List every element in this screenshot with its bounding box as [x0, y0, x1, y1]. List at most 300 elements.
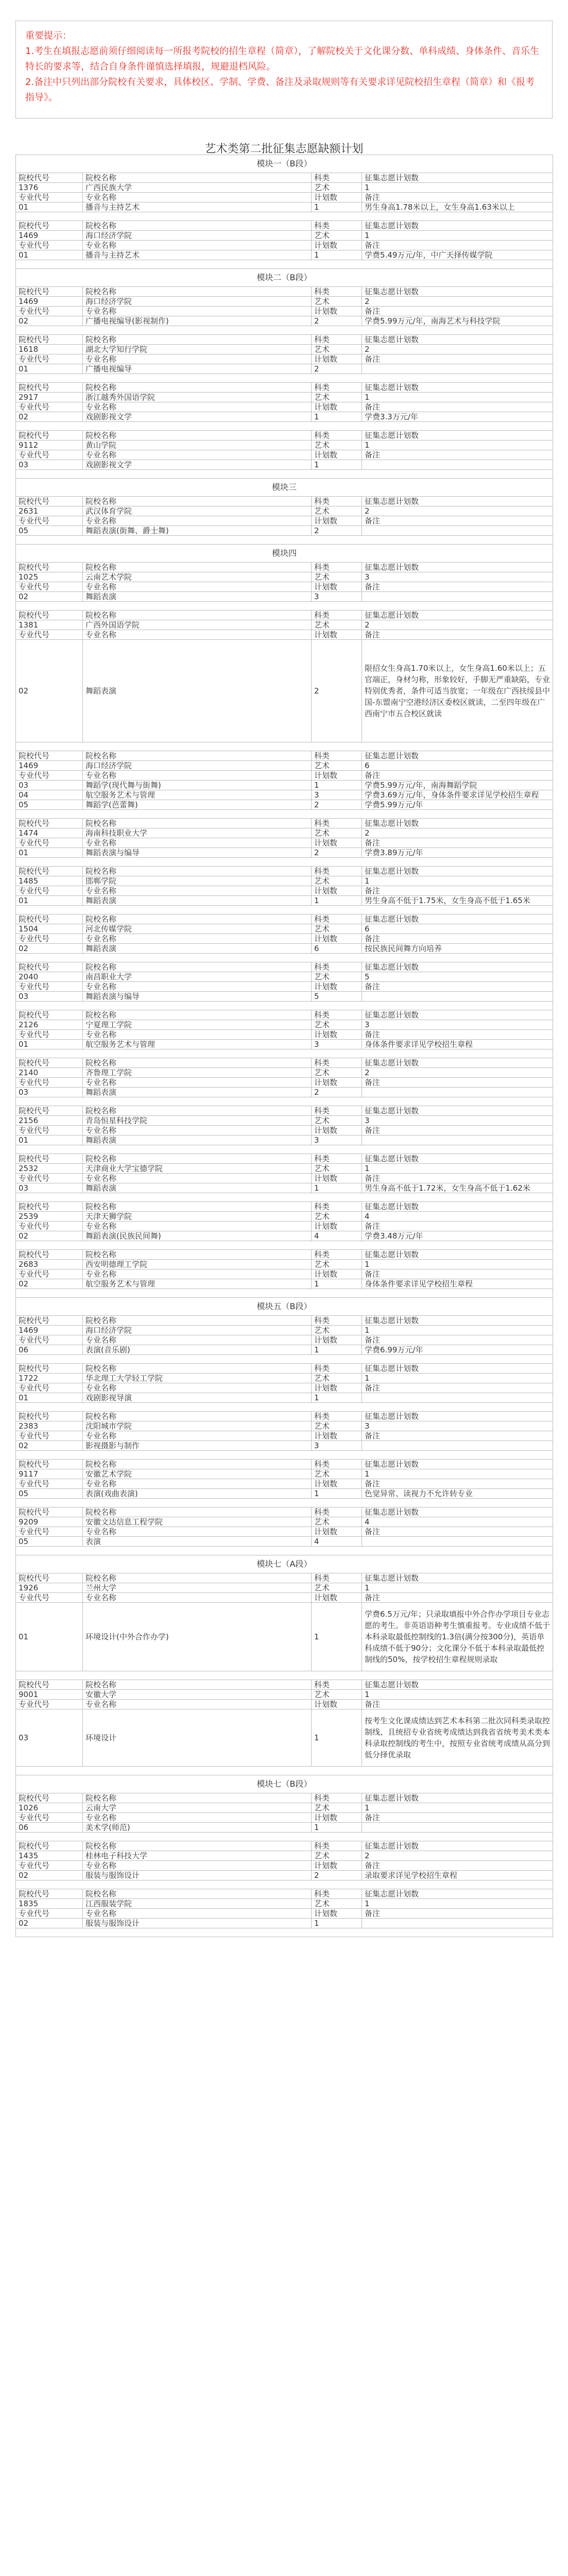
spacer-cell — [16, 954, 553, 962]
school-name: 南昌职业大学 — [83, 972, 312, 982]
school-count: 1 — [362, 393, 553, 402]
school-count: 6 — [362, 761, 553, 771]
col-type-header: 科类 — [312, 173, 362, 183]
school-count: 1 — [362, 1469, 553, 1479]
major-header-row — [16, 1335, 553, 1345]
spacer-cell — [16, 1002, 553, 1010]
notice-box — [15, 21, 553, 118]
school-code: 9112 — [16, 440, 83, 450]
school-count: 1 — [362, 183, 553, 193]
spacer-row — [16, 1499, 553, 1507]
school-count: 1 — [362, 1326, 553, 1335]
col-type-header: 科类 — [312, 1058, 362, 1068]
school-code: 2040 — [16, 972, 83, 982]
school-header-row — [16, 914, 553, 924]
major-row — [16, 1136, 553, 1145]
major-row — [16, 592, 553, 602]
col-type-header: 科类 — [312, 1680, 362, 1690]
major-code: 01 — [16, 848, 83, 858]
col-major-code-header: 专业代号 — [16, 1479, 83, 1489]
major-code: 02 — [16, 944, 83, 954]
col-count-header: 征集志愿计划数 — [362, 1250, 553, 1260]
col-major-count-header: 计划数 — [312, 1126, 362, 1136]
school-header-row — [16, 1889, 553, 1899]
school-row — [16, 1068, 553, 1078]
col-note-header: 备注 — [362, 1383, 553, 1393]
major-row — [16, 1537, 553, 1547]
school-type: 艺术 — [312, 1517, 362, 1527]
module-title-row — [16, 269, 553, 287]
col-type-header: 科类 — [312, 383, 362, 393]
major-name: 表演 — [83, 1537, 312, 1547]
col-major-name-header: 专业名称 — [83, 838, 312, 848]
school-header-row — [16, 1202, 553, 1212]
school-row — [16, 1260, 553, 1269]
col-code-header: 院校代号 — [16, 383, 83, 393]
school-type: 艺术 — [312, 393, 362, 402]
col-name-header: 院校名称 — [83, 383, 312, 393]
col-major-name-header: 专业名称 — [83, 450, 312, 460]
col-note-header: 备注 — [362, 307, 553, 316]
col-major-code-header: 专业代号 — [16, 1269, 83, 1279]
school-count: 2 — [362, 1851, 553, 1861]
col-name-header: 院校名称 — [83, 819, 312, 828]
module-title: 模块三 — [16, 479, 553, 497]
col-note-header: 备注 — [362, 886, 553, 896]
major-name: 舞蹈表演与编导 — [83, 848, 312, 858]
major-note — [362, 526, 553, 536]
col-major-count-header: 计划数 — [312, 241, 362, 250]
school-type: 艺术 — [312, 620, 362, 630]
school-type: 艺术 — [312, 506, 362, 516]
col-major-code-header: 专业代号 — [16, 450, 83, 460]
col-code-header: 院校代号 — [16, 1010, 83, 1020]
notice-item-2: 2.备注中只列出部分院校有关要求，具体校区、学制、学费、备注及录取规则等有关要求详见院校招生章程（简章）和《报考指导》。 — [25, 77, 535, 103]
col-major-code-header: 专业代号 — [16, 771, 83, 781]
col-name-header: 院校名称 — [83, 1058, 312, 1068]
school-name: 安徽大学 — [83, 1690, 312, 1700]
col-code-header: 院校代号 — [16, 221, 83, 231]
col-code-header: 院校代号 — [16, 751, 83, 761]
major-name: 舞蹈表演 — [83, 1088, 312, 1097]
school-header-row — [16, 611, 553, 620]
col-major-name-header: 专业名称 — [83, 934, 312, 944]
spacer-row — [16, 1193, 553, 1202]
col-note-header: 备注 — [362, 1222, 553, 1231]
col-name-header: 院校名称 — [83, 751, 312, 761]
col-code-header: 院校代号 — [16, 914, 83, 924]
school-row — [16, 393, 553, 402]
major-header-row — [16, 1431, 553, 1441]
spacer-cell — [16, 742, 553, 751]
col-code-header: 院校代号 — [16, 962, 83, 972]
major-header-row — [16, 1593, 553, 1603]
school-count: 1 — [362, 1899, 553, 1909]
col-major-code-header: 专业代号 — [16, 582, 83, 592]
school-type: 艺术 — [312, 876, 362, 886]
major-header-row — [16, 1479, 553, 1489]
major-count: 6 — [312, 944, 362, 954]
col-major-count-header: 计划数 — [312, 1335, 362, 1345]
major-note: 色觉异常、读视力不允许转专业 — [362, 1489, 553, 1499]
major-count: 2 — [312, 1088, 362, 1097]
plan-grid — [15, 155, 553, 1937]
major-code: 01 — [16, 1136, 83, 1145]
major-name: 影视摄影与制作 — [83, 1441, 312, 1451]
col-type-header: 科类 — [312, 1010, 362, 1020]
col-count-header: 征集志愿计划数 — [362, 1010, 553, 1020]
school-header-row — [16, 1058, 553, 1068]
school-type: 艺术 — [312, 1690, 362, 1700]
major-note — [362, 364, 553, 374]
col-major-count-header: 计划数 — [312, 1030, 362, 1040]
col-count-header: 征集志愿计划数 — [362, 1412, 553, 1421]
col-note-header: 备注 — [362, 838, 553, 848]
school-code: 1469 — [16, 231, 83, 241]
col-note-header: 备注 — [362, 354, 553, 364]
major-note — [362, 1537, 553, 1547]
school-row — [16, 297, 553, 307]
major-name: 戏剧影视导演 — [83, 1393, 312, 1403]
col-major-count-header: 计划数 — [312, 307, 362, 316]
major-code: 03 — [16, 1088, 83, 1097]
col-major-count-header: 计划数 — [312, 354, 362, 364]
school-row — [16, 1803, 553, 1813]
major-code: 02 — [16, 640, 83, 742]
major-count: 1 — [312, 1345, 362, 1355]
col-major-name-header: 专业名称 — [83, 1126, 312, 1136]
col-major-code-header: 专业代号 — [16, 1431, 83, 1441]
major-row — [16, 1345, 553, 1355]
school-code: 1469 — [16, 297, 83, 307]
notice-item-1: 1.考生在填报志愿前须仔细阅读每一所报考院校的招生章程（简章），了解院校关于文化课分数、单科成绩、身体条件、音乐生特长的要求等，结合自身条件谨慎选择填报，规避退档风险。 — [25, 46, 540, 72]
col-major-name-header: 专业名称 — [83, 1527, 312, 1537]
major-code: 02 — [16, 1919, 83, 1928]
major-code: 01 — [16, 364, 83, 374]
plan-title: 艺术类第二批征集志愿缺额计划 — [204, 143, 364, 156]
major-code: 06 — [16, 1345, 83, 1355]
school-code: 2631 — [16, 506, 83, 516]
school-count: 2 — [362, 828, 553, 838]
school-count: 1 — [362, 1260, 553, 1269]
school-header-row — [16, 962, 553, 972]
major-count: 1 — [312, 1489, 362, 1499]
school-row — [16, 876, 553, 886]
school-header-row — [16, 563, 553, 572]
school-count: 1 — [362, 876, 553, 886]
major-row — [16, 364, 553, 374]
col-type-header: 科类 — [312, 1889, 362, 1899]
col-major-name-header: 专业名称 — [83, 193, 312, 202]
major-row — [16, 1088, 553, 1097]
school-code: 2156 — [16, 1116, 83, 1126]
major-header-row — [16, 450, 553, 460]
col-major-name-header: 专业名称 — [83, 1269, 312, 1279]
spacer-row — [16, 1451, 553, 1460]
major-code: 02 — [16, 1231, 83, 1241]
major-count: 2 — [312, 848, 362, 858]
col-major-count-header: 计划数 — [312, 1078, 362, 1088]
major-header-row — [16, 1269, 553, 1279]
col-name-header: 院校名称 — [83, 431, 312, 440]
col-major-code-header: 专业代号 — [16, 1126, 83, 1136]
spacer-row — [16, 1355, 553, 1364]
col-type-header: 科类 — [312, 431, 362, 440]
school-code: 1835 — [16, 1899, 83, 1909]
major-row — [16, 848, 553, 858]
col-major-count-header: 计划数 — [312, 982, 362, 992]
major-count: 1 — [312, 1823, 362, 1833]
major-count: 2 — [312, 316, 362, 326]
school-header-row — [16, 431, 553, 440]
school-row — [16, 1164, 553, 1174]
col-name-header: 院校名称 — [83, 1202, 312, 1212]
col-type-header: 科类 — [312, 867, 362, 876]
col-note-header: 备注 — [362, 1813, 553, 1823]
school-type: 艺术 — [312, 297, 362, 307]
school-count: 2 — [362, 506, 553, 516]
school-name: 海口经济学院 — [83, 1326, 312, 1335]
major-code: 01 — [16, 1393, 83, 1403]
col-note-header: 备注 — [362, 1700, 553, 1709]
spacer-row — [16, 742, 553, 751]
school-code: 9001 — [16, 1690, 83, 1700]
school-count: 4 — [362, 1212, 553, 1222]
major-row — [16, 1871, 553, 1880]
spacer-cell — [16, 1928, 553, 1937]
school-header-row — [16, 819, 553, 828]
major-code: 05 — [16, 526, 83, 536]
major-name: 播音与主持艺术 — [83, 202, 312, 212]
spacer-row — [16, 374, 553, 383]
col-count-header: 征集志愿计划数 — [362, 1106, 553, 1116]
school-name: 安徽文达信息工程学院 — [83, 1517, 312, 1527]
col-code-header: 院校代号 — [16, 1507, 83, 1517]
major-row — [16, 412, 553, 422]
col-type-header: 科类 — [312, 221, 362, 231]
col-major-count-header: 计划数 — [312, 1222, 362, 1231]
col-major-count-header: 计划数 — [312, 1593, 362, 1603]
col-code-header: 院校代号 — [16, 1889, 83, 1899]
col-name-header: 院校名称 — [83, 1154, 312, 1164]
major-count: 2 — [312, 640, 362, 742]
major-name: 舞蹈表演 — [83, 1183, 312, 1193]
major-code: 02 — [16, 1441, 83, 1451]
col-count-header: 征集志愿计划数 — [362, 563, 553, 572]
major-name: 舞蹈表演(街舞、爵士舞) — [83, 526, 312, 536]
school-code: 2532 — [16, 1164, 83, 1174]
col-code-header: 院校代号 — [16, 1250, 83, 1260]
col-type-header: 科类 — [312, 1507, 362, 1517]
major-name: 舞蹈表演 — [83, 640, 312, 742]
school-row — [16, 1421, 553, 1431]
col-note-header: 备注 — [362, 982, 553, 992]
school-row — [16, 1517, 553, 1527]
col-major-count-header: 计划数 — [312, 1383, 362, 1393]
school-row — [16, 345, 553, 354]
col-code-header: 院校代号 — [16, 431, 83, 440]
major-row — [16, 202, 553, 212]
major-name: 舞蹈表演 — [83, 896, 312, 906]
spacer-row — [16, 954, 553, 962]
school-code: 1722 — [16, 1374, 83, 1383]
school-row — [16, 1020, 553, 1030]
major-code: 05 — [16, 1489, 83, 1499]
major-name: 服装与服饰设计 — [83, 1919, 312, 1928]
col-type-header: 科类 — [312, 1793, 362, 1803]
col-count-header: 征集志愿计划数 — [362, 1889, 553, 1899]
major-count: 1 — [312, 412, 362, 422]
col-major-name-header: 专业名称 — [83, 886, 312, 896]
col-major-code-header: 专业代号 — [16, 354, 83, 364]
school-header-row — [16, 1573, 553, 1583]
school-count: 2 — [362, 1068, 553, 1078]
col-note-header: 备注 — [362, 630, 553, 640]
school-row — [16, 440, 553, 450]
major-note: 学费6.99万元/年 — [362, 1345, 553, 1355]
col-major-code-header: 专业代号 — [16, 1383, 83, 1393]
school-type: 艺术 — [312, 183, 362, 193]
school-name: 邯郸学院 — [83, 876, 312, 886]
school-count: 1 — [362, 440, 553, 450]
major-row — [16, 460, 553, 470]
school-header-row — [16, 1507, 553, 1517]
major-name: 播音与主持艺术 — [83, 250, 312, 260]
school-name: 兰州大学 — [83, 1583, 312, 1593]
spacer-row — [16, 602, 553, 611]
school-header-row — [16, 1154, 553, 1164]
school-count: 3 — [362, 572, 553, 582]
school-type: 艺术 — [312, 1851, 362, 1861]
col-major-code-header: 专业代号 — [16, 241, 83, 250]
col-note-header: 备注 — [362, 1078, 553, 1088]
major-note: 学费5.99万元/年，南海舞蹈学院 — [362, 781, 553, 790]
school-name: 云南艺术学院 — [83, 572, 312, 582]
school-code: 1025 — [16, 572, 83, 582]
school-type: 艺术 — [312, 440, 362, 450]
major-header-row — [16, 934, 553, 944]
col-note-header: 备注 — [362, 1269, 553, 1279]
module-title: 模块四 — [16, 545, 553, 563]
major-row — [16, 944, 553, 954]
major-note — [362, 1919, 553, 1928]
school-count: 1 — [362, 1164, 553, 1174]
major-name: 舞蹈表演 — [83, 592, 312, 602]
col-major-name-header: 专业名称 — [83, 1700, 312, 1709]
school-header-row — [16, 221, 553, 231]
col-note-header: 备注 — [362, 193, 553, 202]
col-note-header: 备注 — [362, 1861, 553, 1871]
spacer-cell — [16, 212, 553, 221]
school-name: 青岛恒星科技学院 — [83, 1116, 312, 1126]
major-row — [16, 790, 553, 800]
school-name: 天津商业大学宝德学院 — [83, 1164, 312, 1174]
col-name-header: 院校名称 — [83, 1889, 312, 1899]
col-major-code-header: 专业代号 — [16, 307, 83, 316]
col-name-header: 院校名称 — [83, 1573, 312, 1583]
school-name: 海南科技职业大学 — [83, 828, 312, 838]
school-type: 艺术 — [312, 924, 362, 934]
school-count: 1 — [362, 231, 553, 241]
col-note-header: 备注 — [362, 1126, 553, 1136]
col-type-header: 科类 — [312, 819, 362, 828]
school-count: 3 — [362, 1116, 553, 1126]
col-major-name-header: 专业名称 — [83, 1222, 312, 1231]
school-header-row — [16, 1106, 553, 1116]
col-count-header: 征集志愿计划数 — [362, 962, 553, 972]
major-code: 01 — [16, 202, 83, 212]
school-type: 艺术 — [312, 1469, 362, 1479]
school-type: 艺术 — [312, 1421, 362, 1431]
school-name: 齐鲁理工学院 — [83, 1068, 312, 1078]
col-name-header: 院校名称 — [83, 1412, 312, 1421]
major-name: 舞蹈表演 — [83, 944, 312, 954]
major-header-row — [16, 582, 553, 592]
spacer-row — [16, 326, 553, 335]
school-name: 桂林电子科技大学 — [83, 1851, 312, 1861]
col-type-header: 科类 — [312, 962, 362, 972]
major-count: 1 — [312, 781, 362, 790]
school-type: 艺术 — [312, 761, 362, 771]
col-type-header: 科类 — [312, 1460, 362, 1469]
major-note — [362, 1441, 553, 1451]
major-count: 2 — [312, 526, 362, 536]
major-name: 表演(音乐剧) — [83, 1345, 312, 1355]
col-type-header: 科类 — [312, 611, 362, 620]
school-type: 艺术 — [312, 1899, 362, 1909]
major-header-row — [16, 516, 553, 526]
major-count: 2 — [312, 1871, 362, 1880]
col-code-header: 院校代号 — [16, 1316, 83, 1326]
col-note-header: 备注 — [362, 1479, 553, 1489]
col-type-header: 科类 — [312, 1202, 362, 1212]
spacer-row — [16, 1671, 553, 1680]
col-name-header: 院校名称 — [83, 563, 312, 572]
col-major-code-header: 专业代号 — [16, 193, 83, 202]
col-count-header: 征集志愿计划数 — [362, 1841, 553, 1851]
col-type-header: 科类 — [312, 1841, 362, 1851]
spacer-row — [16, 536, 553, 545]
col-major-count-header: 计划数 — [312, 1861, 362, 1871]
spacer-row — [16, 1547, 553, 1555]
school-type: 艺术 — [312, 972, 362, 982]
major-row — [16, 1441, 553, 1451]
major-name: 环境设计 — [83, 1709, 312, 1767]
col-major-count-header: 计划数 — [312, 630, 362, 640]
major-name: 环境设计(中外合作办学) — [83, 1603, 312, 1671]
col-major-name-header: 专业名称 — [83, 354, 312, 364]
school-code: 1618 — [16, 345, 83, 354]
col-type-header: 科类 — [312, 751, 362, 761]
col-major-code-header: 专业代号 — [16, 1909, 83, 1919]
school-code: 1026 — [16, 1803, 83, 1813]
major-row — [16, 640, 553, 742]
col-name-header: 院校名称 — [83, 173, 312, 183]
col-major-count-header: 计划数 — [312, 1527, 362, 1537]
school-type: 艺术 — [312, 572, 362, 582]
school-header-row — [16, 751, 553, 761]
major-name: 航空服务艺术与管理 — [83, 790, 312, 800]
major-note: 学费5.99万元/年 — [362, 800, 553, 810]
major-header-row — [16, 354, 553, 364]
major-row — [16, 1709, 553, 1767]
school-header-row — [16, 1680, 553, 1690]
col-major-code-header: 专业代号 — [16, 1861, 83, 1871]
col-note-header: 备注 — [362, 1527, 553, 1537]
col-major-name-header: 专业名称 — [83, 1909, 312, 1919]
major-header-row — [16, 1861, 553, 1871]
module-title: 模块七（A段） — [16, 1555, 553, 1573]
